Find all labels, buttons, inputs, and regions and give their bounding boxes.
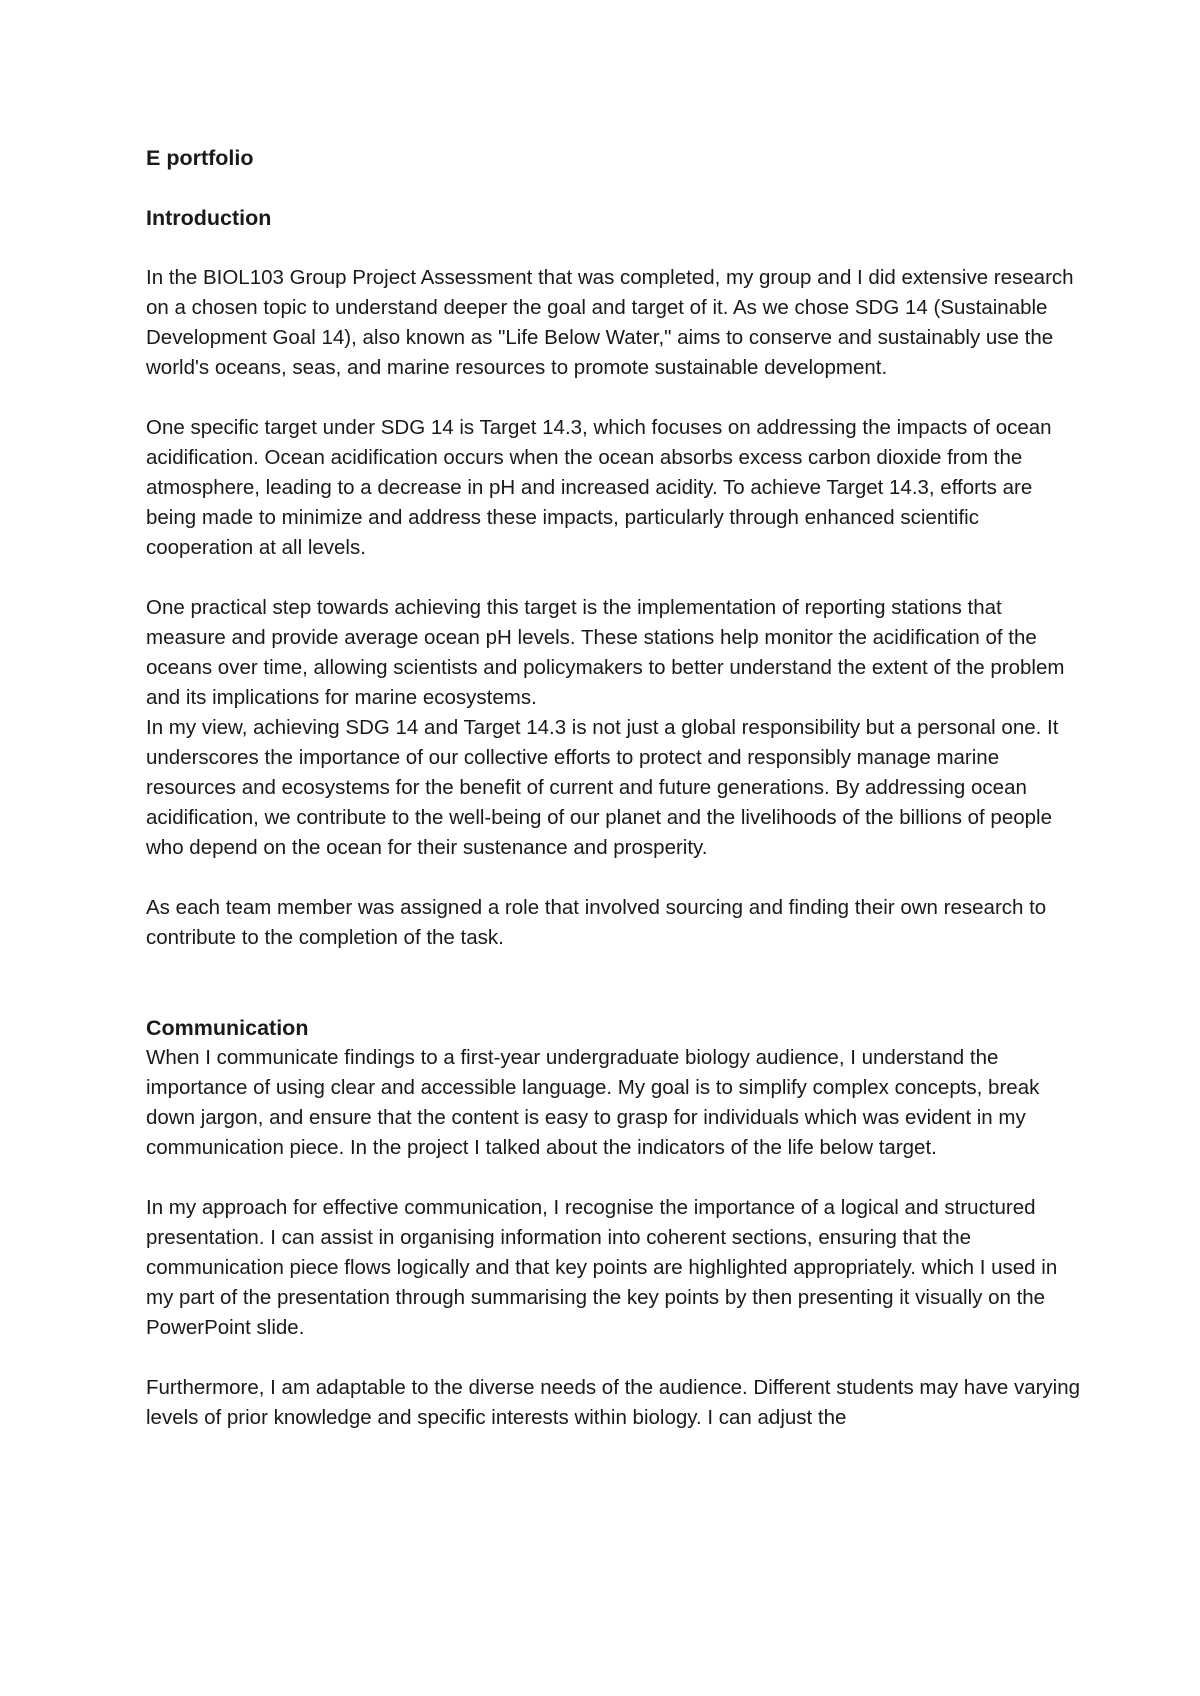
communication-paragraph: When I communicate findings to a first-year undergraduate biology audience, I understand the importance of using clear and accessible language. My goal is to simplify complex concepts, break down jargon, and ensure that the content is easy to grasp for individuals which was evident in my communication piece. In the project I talked about the indicators of the life below target. [146,1046,1040,1159]
document-body [146,143,1086,1433]
introduction-paragraph: One specific target under SDG 14 is Target 14.3, which focuses on addressing the impacts of ocean acidification. Ocean acidification occurs when the ocean absorbs excess carbon dioxide from the atmosphere, leading to a decrease in pH and increased acidity. To achieve Target 14.3, efforts are being made to minimize and address these impacts, particularly through enhanced scientific cooperation at all levels. [146,416,1052,559]
communication-paragraph: Furthermore, I am adaptable to the diverse needs of the audience. Different students may have varying levels of prior knowledge and specific interests within biology. I can adjust the [146,1376,1081,1429]
communication-heading: Communication [146,1016,309,1040]
communication-paragraph: In my approach for effective communication, I recognise the importance of a logical and structured presentation. I can assist in organising information into coherent sections, ensuring that the communication piece flows logically and that key points are highlighted appropriately. which I used in my part of the presentation through summarising the key points by then presenting it visually on the PowerPoint slide. [146,1196,1058,1339]
introduction-paragraph: In my view, achieving SDG 14 and Target 14.3 is not just a global responsibility but a personal one. It underscores the importance of our collective efforts to protect and responsibly manage marine resources and ecosystems for the benefit of current and future generations. By addressing ocean acidification, we contribute to the well-being of our planet and the livelihoods of the billions of people who depend on the ocean for their sustenance and prosperity. [146,716,1059,859]
introduction-paragraph: One practical step towards achieving this target is the implementation of reporting stations that measure and provide average ocean pH levels. These stations help monitor the acidification of the oceans over time, allowing scientists and policymakers to better understand the extent of the problem and its implications for marine ecosystems. [146,596,1065,709]
introduction-paragraph: As each team member was assigned a role that involved sourcing and finding their own research to contribute to the completion of the task. [146,896,1047,949]
introduction-heading: Introduction [146,206,272,230]
introduction-paragraph: In the BIOL103 Group Project Assessment that was completed, my group and I did extensive research on a chosen topic to understand deeper the goal and target of it. As we chose SDG 14 (Sustainable Development Goal 14), also known as "Life Below Water," aims to conserve and sustainably use the world's oceans, seas, and marine resources to promote sustainable development. [146,266,1074,379]
document-title: E portfolio [146,146,254,170]
